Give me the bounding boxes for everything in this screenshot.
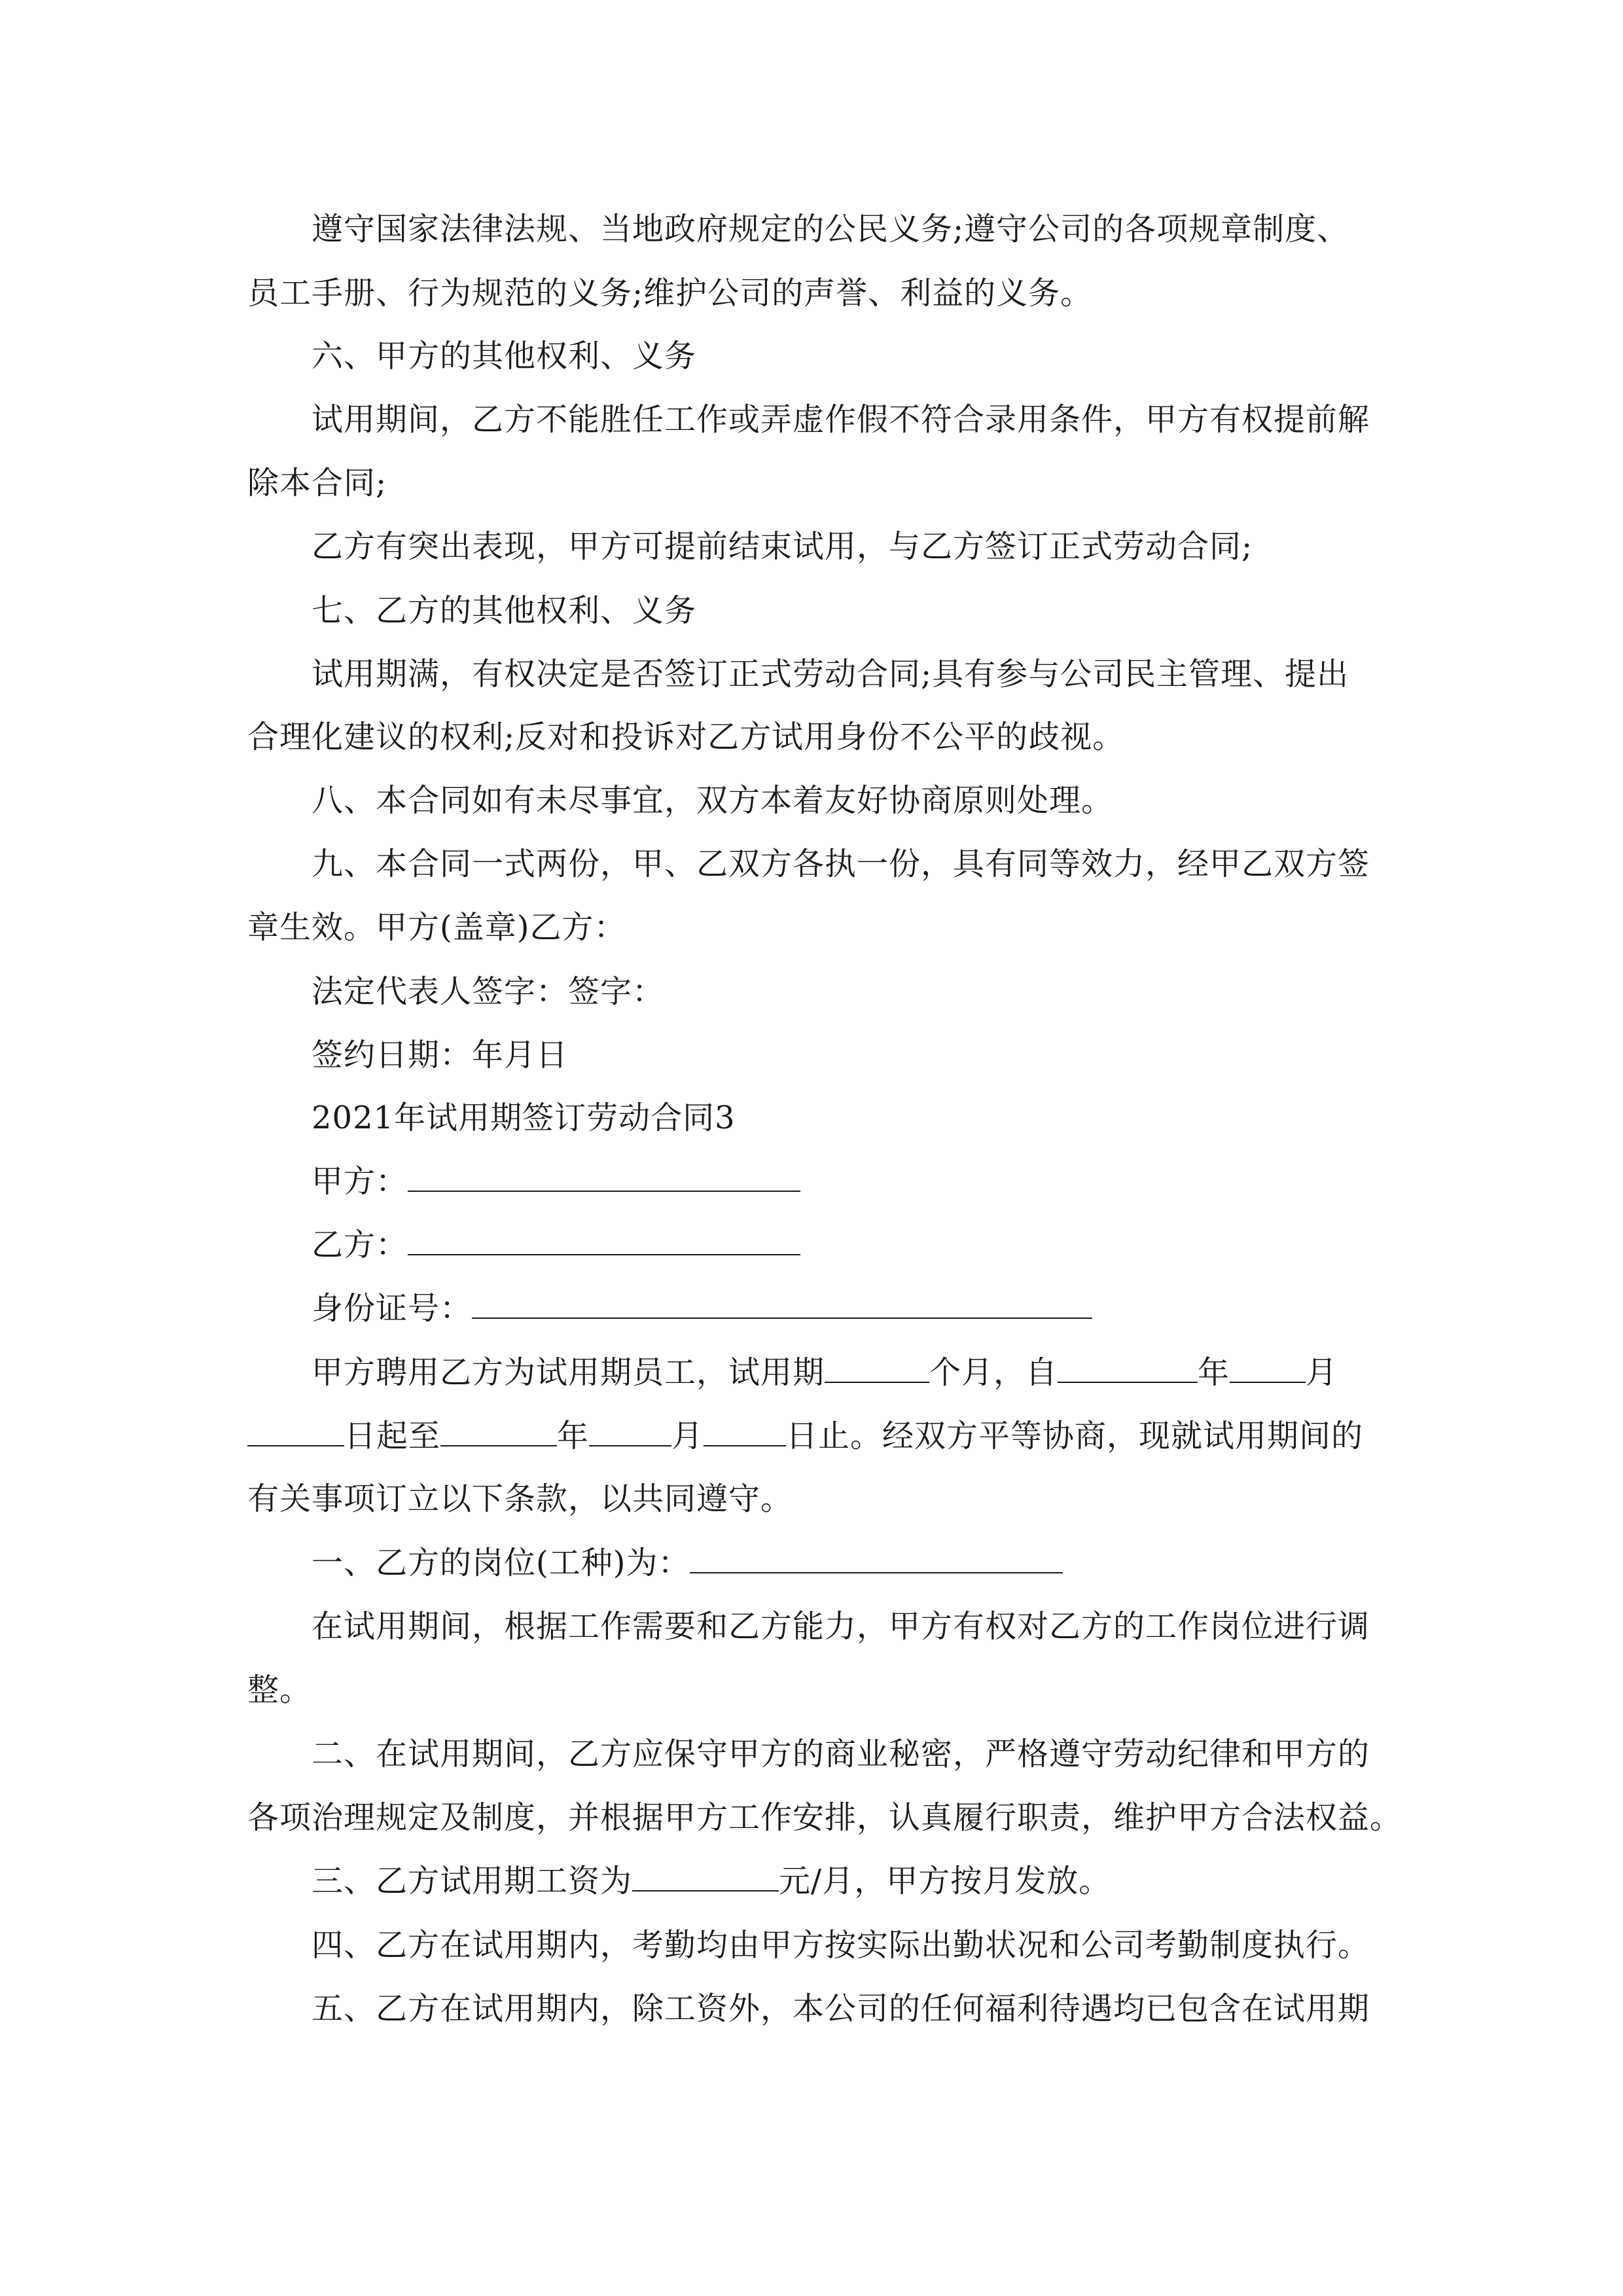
section-heading: 六、甲方的其他权利、义务 xyxy=(312,338,697,374)
text-line: 合理化建议的权利;反对和投诉对乙方试用身份不公平的歧视。 xyxy=(247,719,1125,755)
year-blank xyxy=(1058,1353,1198,1383)
month-blank xyxy=(1230,1353,1306,1383)
id-number-line xyxy=(312,1287,1092,1329)
text-line: 四、乙方在试用期内，考勤均由甲方按实际出勤状况和公司考勤制度执行。 xyxy=(312,1927,1370,1964)
text-segment: 个月，自 xyxy=(929,1354,1058,1391)
contract-title: 2021年试用期签订劳动合同3 xyxy=(312,1100,736,1136)
party-a-blank xyxy=(408,1162,800,1192)
id-number-label: 身份证号： xyxy=(312,1290,473,1327)
salary-line xyxy=(312,1860,1111,1902)
party-b-line xyxy=(312,1224,800,1266)
text-line: 整。 xyxy=(247,1672,312,1708)
position-blank xyxy=(690,1543,1063,1573)
text-segment: 甲方聘用乙方为试用期员工，试用期 xyxy=(312,1354,825,1391)
signature-line: 法定代表人签字：签字： xyxy=(312,973,665,1010)
month-blank xyxy=(589,1416,671,1446)
text-line: 章生效。甲方(盖章)乙方： xyxy=(247,909,626,946)
text-line: 八、本合同如有未尽事宜，双方本着友好协商原则处理。 xyxy=(312,782,1114,819)
text-line: 试用期间，乙方不能胜任工作或弄虚作假不符合录用条件，甲方有权提前解 xyxy=(312,401,1370,438)
id-number-blank xyxy=(472,1289,1092,1319)
text-segment: 日起至 xyxy=(344,1418,441,1454)
text-line: 五、乙方在试用期内，除工资外，本公司的任何福利待遇均已包含在试用期 xyxy=(312,1990,1370,2027)
text-line: 遵守国家法律法规、当地政府规定的公民义务;遵守公司的各项规章制度、 xyxy=(312,211,1349,247)
day-blank xyxy=(247,1416,344,1446)
text-segment: 年 xyxy=(557,1418,590,1454)
text-line: 试用期满，有权决定是否签订正式劳动合同;具有参与公司民主管理、提出 xyxy=(312,656,1349,692)
position-label: 一、乙方的岗位(工种)为： xyxy=(312,1545,690,1581)
probation-dates-line xyxy=(247,1415,1363,1457)
text-segment: 日止。经双方平等协商，现就试用期间的 xyxy=(786,1418,1364,1454)
text-segment: 年 xyxy=(1198,1354,1230,1391)
text-line: 各项治理规定及制度，并根据甲方工作安排，认真履行职责，维护甲方合法权益。 xyxy=(247,1799,1402,1836)
day-blank xyxy=(704,1416,786,1446)
months-blank xyxy=(825,1353,929,1383)
text-segment: 月 xyxy=(671,1418,704,1454)
section-heading: 七、乙方的其他权利、义务 xyxy=(312,592,697,629)
text-line: 乙方有突出表现，甲方可提前结束试用，与乙方签订正式劳动合同; xyxy=(312,528,1253,565)
party-a-label: 甲方： xyxy=(312,1163,408,1200)
text-line: 在试用期间，根据工作需要和乙方能力，甲方有权对乙方的工作岗位进行调 xyxy=(312,1608,1370,1645)
text-line: 员工手册、行为规范的义务;维护公司的声誉、利益的义务。 xyxy=(247,275,1093,312)
text-line: 有关事项订立以下条款，以共同遵守。 xyxy=(247,1480,793,1517)
party-a-line xyxy=(312,1160,800,1202)
salary-blank xyxy=(632,1861,779,1892)
text-segment: 元/月，甲方按月发放。 xyxy=(779,1863,1111,1899)
text-line: 二、在试用期间，乙方应保守甲方的商业秘密，严格遵守劳动纪律和甲方的 xyxy=(312,1736,1370,1772)
probation-period-line xyxy=(312,1352,1338,1393)
year-blank xyxy=(440,1416,557,1446)
party-b-label: 乙方： xyxy=(312,1227,408,1263)
position-line xyxy=(312,1542,1063,1584)
party-b-blank xyxy=(408,1225,800,1255)
text-segment: 月 xyxy=(1306,1354,1338,1391)
text-line: 除本合同; xyxy=(247,465,387,501)
text-segment: 三、乙方试用期工资为 xyxy=(312,1863,633,1899)
text-line: 九、本合同一式两份，甲、乙双方各执一份，具有同等效力，经甲乙双方签 xyxy=(312,846,1370,882)
date-line: 签约日期：年月日 xyxy=(312,1037,569,1073)
